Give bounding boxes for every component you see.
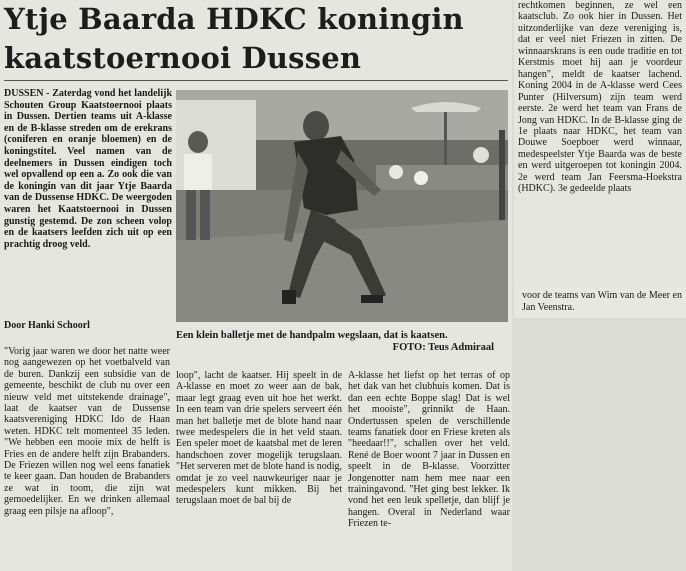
kaatsen-photo-illustration: [176, 90, 508, 322]
side-article-clipping: [514, 0, 686, 290]
body-column-3: A-klasse het liefst op het terras of op het dak van het clubhuis komen. Dat is dan een echte Boppe slag! Dat is wel het mooiste", grinnikt de Haan. Ondertussen spelen de verschillende teams fanatiek door en Friese kreten als "heedaar!!", schallen over het veld. René de Boer woont 7 jaar in Dussen en speelt in de B-klasse. Voorzitter Jongenotter nam hem mee naar een trainingavond. "Het ging best lekker. Ik vond het een leuk spelletje, dan blijf je hangen. Overal in Nederland waar Friezen te-: [348, 370, 510, 530]
lead-paragraph: DUSSEN - Zaterdag vond het landelijk Schouten Group Kaatstoernooi plaats in Dussen. Dertien teams uit A-klasse en de B-klasse streden om de erekrans (coniferen en oranje bloemen) en de koningstitel. Veel namen van de deelnemers in Dussen eindigen toch wel opvallend op een a. Zo ook die van de koningin van dit jaar Ytje Baarda van de Dussense HDKC. De weergoden waren het Kaatstoernooi in Dussen gunstig gestemd. De zon scheen volop en de kaatsers leefden zich uit op een prachtig droog veld.: [4, 88, 172, 250]
caption-text: Een klein balletje met de handpalm wegslaan, dat is kaatsen.: [176, 330, 448, 341]
photo-caption: [176, 330, 508, 354]
side-column-continuation-text: voor de teams van Wim van de Meer en Jan Veenstra.: [522, 290, 682, 313]
headline-rule: [4, 80, 508, 81]
body-column-1: "Vorig jaar waren we door het natte weer nog aangewezen op het voetbalveld van de buren. Dankzij een subsidie van de gemeente, beschikt de club nu over een nieuw veld met uitstekende drainage", laat de kaatser van de Dussense kaatsvereniging HDKC Ido de Haan weten. HDKC telt momenteel 35 leden. "We hebben een mooie mix de helft is Fries en de andere helft zijn Brabanders. De Friezen willen nog wel eens fanatiek te keer gaan. Dan houden de Brabanders ze wat in toom, die zijn wat gemoedelijker. En we drinken allemaal graag een pilsje na afloop",: [4, 346, 170, 517]
side-column-text: rechtkomen beginnen, ze wel een kaatsclub. Zo ook hier in Dussen. Het uitzonderlijke van deze vereniging is, dat er veel niet Friezen in zitten. De winnaarskrans is een oude traditie en tot Kerstmis moet hij aan je voordeur hangen", meldt de kaatser lachend. Koning 2004 in de A-klasse werd Cees Punter (Hilversum) zijn team werd eerste. 2e werd het team van Frans de Jong van HDKC. In de B-klasse ging de 1e plaats naar HDKC, het team van Douwe Soepboer werd winnaar, medespeelster Ytje Baarda was de beste en werd uitgeroepen tot koningin 2004. 2e werd team Jan Feersma-Hoekstra (HDKC). 3e gedeelde plaats: [518, 0, 682, 195]
side-article-continuation: [514, 286, 686, 318]
headline: Ytje Baarda HDKC koningin kaatstoernooi Dussen: [4, 2, 464, 75]
body-column-2: loop", lacht de kaatser. Hij speelt in de A-klasse en moet zo weer aan de bak, maar legt graag even uit hoe het werkt. In een team van drie spelers serveert één man het balletje met de blote hand naar twee medespelers die in het veld staan. Een speler moet de kaatsbal met de leren handschoen zover mogelijk terugslaan. "Het serveren met de blote hand is nodig, omdat je zo veel nauwkeuriger naar je medespelers kunt mikken. Bij het terugslaan moet de bal bij de: [176, 370, 342, 507]
kaatsen-photo: [176, 90, 508, 322]
byline: Door Hanki Schoorl: [4, 320, 90, 331]
photo-credit: FOTO: Teus Admiraal: [392, 342, 494, 353]
